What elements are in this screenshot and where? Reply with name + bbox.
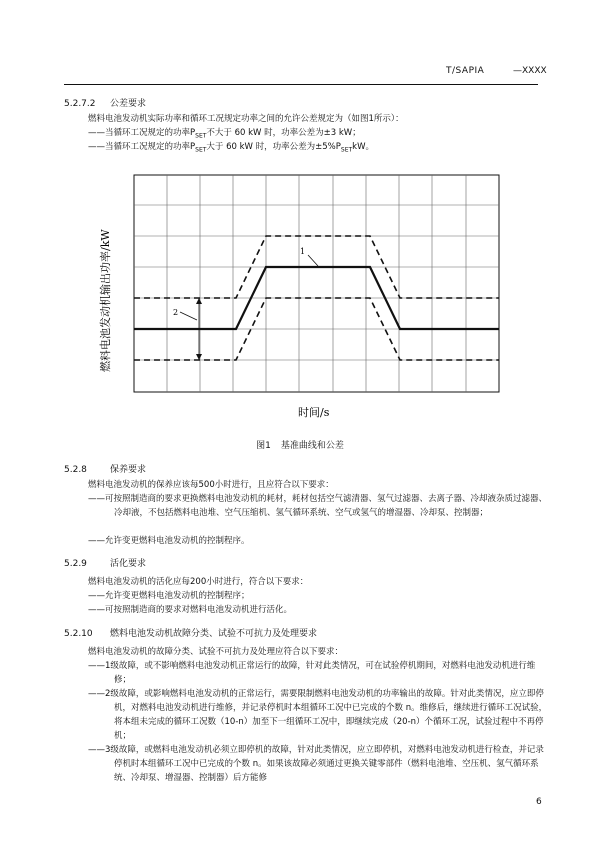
subscript: SET (195, 146, 207, 154)
section-title: 燃料电池发动机故障分类、试验不可抗力及处理要求 (110, 629, 318, 639)
list-item (88, 589, 548, 603)
item-text: ——3级故障，或燃料电池发动机必须立即停机的故障，针对此类情况，应立即停机，对燃料电池发动机进行检查，并记录停机时本组循环工况中已完成的个数 n。如果该故障必须通过更换关键零部件（燃料电池堆、空压机、氢气循环系统、冷却泵、增湿器、控制器）后方能修 (88, 745, 544, 783)
figure-caption-title: 基准曲线和公差 (280, 441, 344, 451)
section-number: 5.2.8 (64, 465, 87, 475)
subscript: SET (340, 146, 353, 154)
page-number: 6 (536, 797, 542, 807)
section-heading-5-2-9 (64, 556, 146, 569)
section-intro: 燃料电池发动机实际功率和循环工况规定功率之间的允许公差规定为（如图1所示）： (88, 114, 404, 124)
section-intro: 燃料电池发动机的故障分类、试验不可抗力及处理应符合以下要求： (88, 647, 344, 657)
tolerance-arrow-up (196, 298, 202, 304)
section-heading-5-2-8 (64, 462, 146, 475)
list-item (88, 659, 548, 687)
item-text: ——允许变更燃料电池发动机的控制程序； (88, 591, 250, 601)
item-text: ——当循环工况规定的功率P (88, 142, 196, 152)
section-intro: 燃料电池发动机的保养应该每500小时进行，且应符合以下要求： (88, 480, 334, 490)
callout-1-leader (308, 255, 318, 266)
tolerance-arrow-down (196, 354, 202, 360)
callout-2-leader (180, 312, 197, 320)
figure-caption (0, 438, 600, 451)
section-intro: 燃料电池发动机的活化应每200小时进行，符合以下要求： (88, 577, 309, 587)
item-text: ——2级故障，或影响燃料电池发动机的正常运行，需要限制燃料电池发动机的功率输出的故障。针对此类情况，应立即停机，对燃料电池发动机进行维修，并记录停机时本组循环工况中已完成的个数 n。维修后，继续进行循环工况试验，将本组未完成的循环工况数（10-n）加至下一组循环工况中，即继续完成（20-n）个循环工况，试验过程中不再停机； (88, 689, 548, 741)
section-title: 保养要求 (110, 465, 147, 475)
section-title: 活化要求 (110, 559, 147, 569)
figure-caption-number: 图1 (256, 441, 271, 451)
header-year-suffix: —XXXX (513, 66, 547, 76)
list-item (88, 743, 548, 785)
item-text: 大于 60 kW 时，功率公差为±5%P (206, 142, 341, 152)
y-axis-label: 燃料电池发动机输出功率/kW (99, 229, 112, 372)
item-text: ——允许变更燃料电池发动机的控制程序。 (88, 536, 250, 546)
section-number: 5.2.7.2 (64, 99, 96, 109)
item-text: ——可按照制造商的要求对燃料电池发动机进行活化。 (88, 605, 293, 615)
callout-1-label: 1 (300, 247, 306, 256)
item-text: ——1级故障，或不影响燃料电池发动机正常运行的故障，针对此类情况，可在试验停机期间，对燃料电池发动机进行维修； (88, 661, 536, 685)
item-text: kW。 (352, 142, 374, 152)
subscript: SET (195, 132, 207, 140)
header-standard-code: T/SAPIA (446, 66, 485, 76)
section-heading-5-2-10 (64, 626, 317, 639)
list-item (88, 534, 548, 548)
section-number: 5.2.9 (64, 559, 87, 569)
callout-2-label: 2 (173, 308, 179, 317)
list-item (88, 492, 548, 520)
list-item (88, 603, 548, 617)
item-text: 不大于 60 kW 时，功率公差为±3 kW； (206, 128, 361, 138)
list-item (88, 687, 548, 743)
x-axis-label: 时间/s (298, 406, 330, 419)
section-number: 5.2.10 (64, 629, 93, 639)
item-text: ——可按照制造商的要求更换燃料电池发动机的耗材，耗材包括空气滤清器、氢气过滤器、去离子器、冷却液杂质过滤器、冷却液，不包括燃料电池堆、空气压缩机、氢气循环系统、空气或氢气的增湿器、冷却泵、控制器； (88, 494, 548, 518)
item-text: ——当循环工况规定的功率P (88, 128, 196, 138)
section-title: 公差要求 (110, 99, 147, 109)
